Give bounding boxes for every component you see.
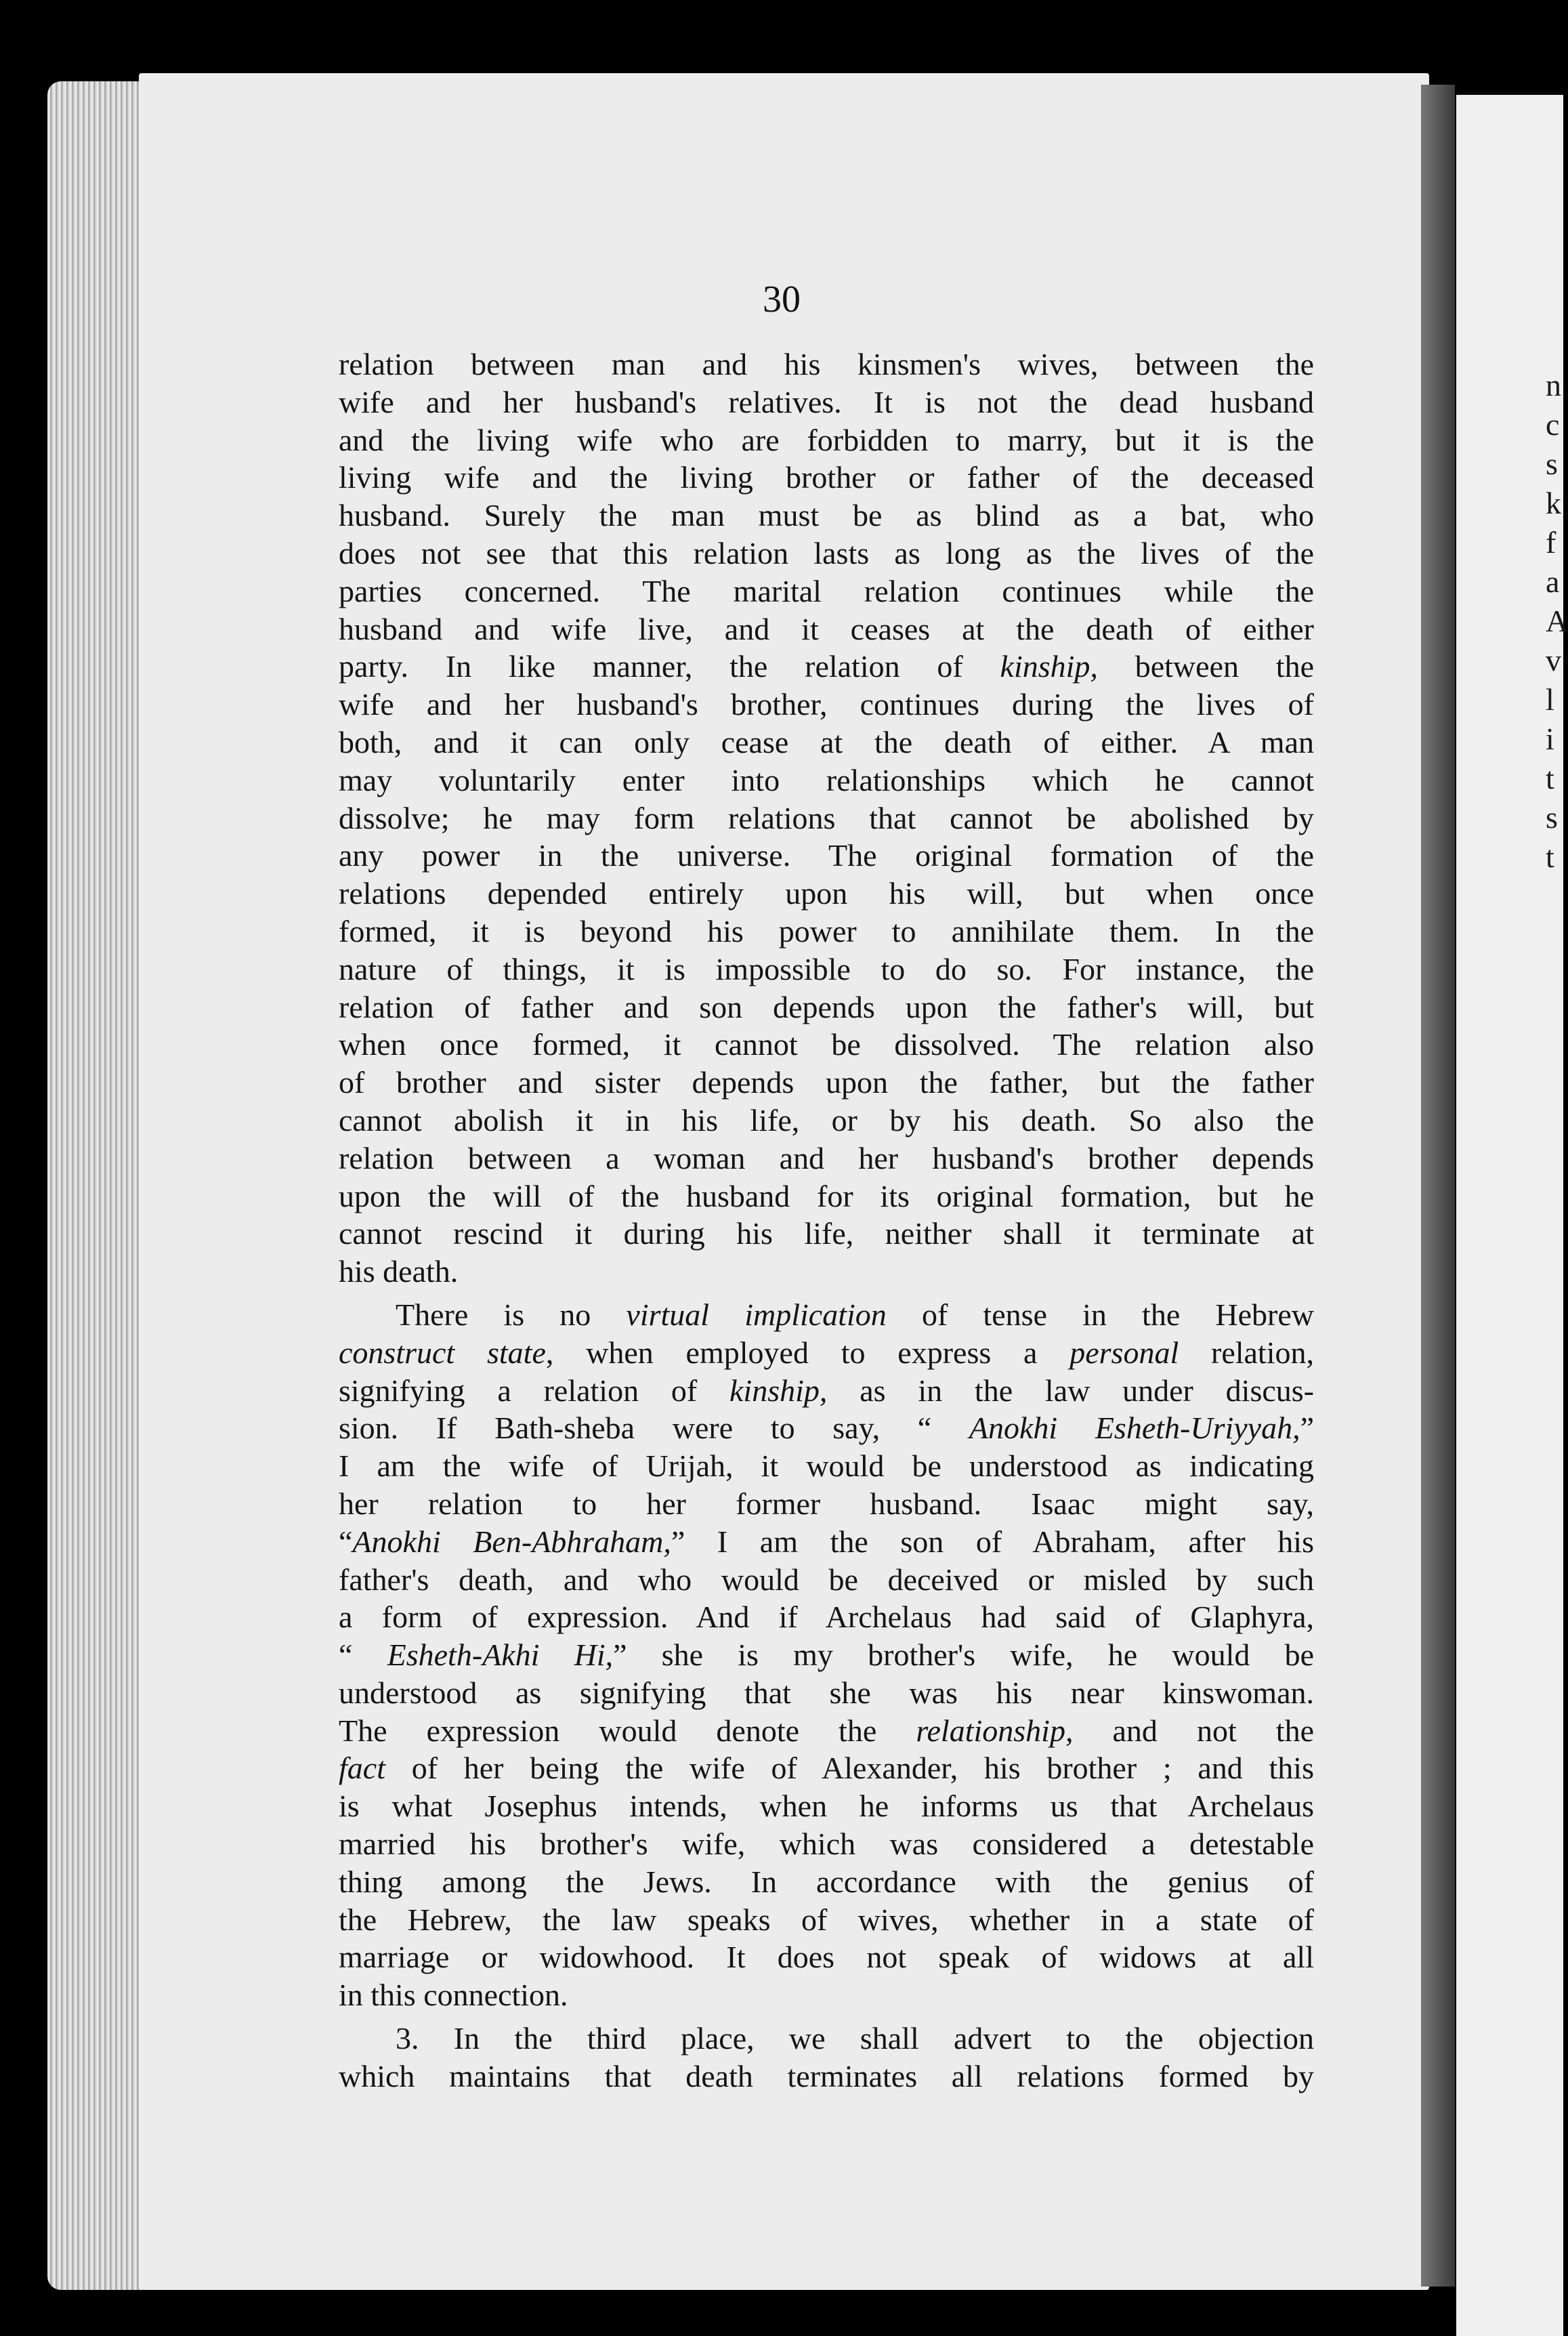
book-page-edges <box>47 81 149 2290</box>
text-line: party. In like manner, the relation of kinship, between the <box>339 649 1314 684</box>
text-line: upon the will of the husband for its original formation, but he <box>339 1178 1314 1213</box>
text-line: 3. In the third place, we shall advert to the objection <box>396 2021 1314 2056</box>
text-line: There is no virtual implication of tense in the Hebrew <box>396 1297 1314 1332</box>
text-line: does not see that this relation lasts as long as the lives of the <box>339 535 1314 570</box>
text-line: is what Josephus intends, when he informs us that Archelaus <box>339 1789 1314 1824</box>
text-line: married his brother's wife, which was considered a detestable <box>339 1827 1314 1862</box>
text-line: cannot abolish it in his life, or by his death. So also the <box>339 1102 1314 1138</box>
margin-letter: k <box>1546 486 1561 520</box>
text-line: signifying a relation of kinship, as in the law under discus- <box>339 1373 1314 1408</box>
text-line: fact of her being the wife of Alexander, his brother ; and this <box>339 1751 1314 1786</box>
text-line: the Hebrew, the law speaks of wives, whether in a state of <box>339 1902 1314 1937</box>
text-line: relation between man and his kinsmen's wives, between the <box>339 347 1314 381</box>
margin-letter: t <box>1546 761 1554 795</box>
text-line: both, and it can only cease at the death of either. A man <box>339 724 1314 759</box>
text-line: living wife and the living brother or father of the deceased <box>339 460 1314 495</box>
text-line: The expression would denote the relationship, and not the <box>339 1713 1314 1748</box>
page-body <box>339 346 1314 2095</box>
right-page-margin-letters <box>1546 366 1568 877</box>
margin-letter: i <box>1546 722 1554 756</box>
text-line: of brother and sister depends upon the father, but the father <box>339 1065 1314 1100</box>
text-line: husband. Surely the man must be as blind as a bat, who <box>339 498 1314 533</box>
text-line: sion. If Bath-sheba were to say, “ Anokhi Esheth-Uriyyah,” <box>339 1411 1314 1446</box>
gutter-shadow <box>1421 85 1455 2287</box>
text-line: “Anokhi Ben-Abhraham,” I am the son of Abraham, after his <box>339 1524 1314 1559</box>
text-line: parties concerned. The marital relation continues while the <box>339 573 1314 608</box>
paragraph-3 <box>339 2020 1314 2095</box>
text-line: a form of expression. And if Archelaus had said of Glaphyra, <box>339 1600 1314 1635</box>
margin-letter: n <box>1546 368 1561 402</box>
margin-letter: A <box>1546 604 1568 638</box>
margin-letter: a <box>1546 564 1560 599</box>
paragraph-1 <box>339 346 1314 1291</box>
text-line: husband and wife live, and it ceases at the death of either <box>339 611 1314 646</box>
text-line: her relation to her former husband. Isaac might say, <box>339 1486 1314 1521</box>
margin-letter: v <box>1546 643 1561 677</box>
text-line: “ Esheth-Akhi Hi,” she is my brother's wife, he would be <box>339 1638 1315 1673</box>
margin-letter: s <box>1546 446 1558 481</box>
text-line: relations depended entirely upon his will, but when once <box>339 876 1314 911</box>
page-number: 30 <box>763 278 801 320</box>
text-line: any power in the universe. The original formation of the <box>339 838 1314 873</box>
margin-letter: t <box>1546 839 1554 874</box>
text-line: wife and her husband's relatives. It is not the dead husband <box>339 384 1314 419</box>
text-line: which maintains that death terminates all relations formed by <box>339 2058 1314 2093</box>
margin-letter: f <box>1546 525 1556 560</box>
text-line: may voluntarily enter into relationships which he cannot <box>339 762 1314 797</box>
text-line: relation of father and son depends upon the father's will, but <box>339 989 1314 1024</box>
text-line: I am the wife of Urijah, it would be understood as indicating <box>339 1448 1314 1484</box>
text-line: construct state, when employed to express a personal relation, <box>339 1335 1314 1370</box>
text-line: cannot rescind it during his life, neither shall it terminate at <box>339 1216 1314 1251</box>
text-line: nature of things, it is impossible to do so. For instance, the <box>339 951 1314 986</box>
margin-letter: s <box>1546 800 1558 835</box>
text-line: in this connection. <box>339 1978 568 2013</box>
text-line: relation between a woman and her husband's brother depends <box>339 1140 1314 1175</box>
paragraph-2 <box>339 1296 1314 2014</box>
margin-letter: c <box>1546 407 1560 442</box>
text-line: understood as signifying that she was his near kinswoman. <box>339 1675 1314 1710</box>
text-line: thing among the Jews. In accordance with the genius of <box>339 1864 1314 1899</box>
text-line: dissolve; he may form relations that cannot be abolished by <box>339 800 1314 835</box>
text-line: his death. <box>339 1254 459 1289</box>
text-line: marriage or widowhood. It does not speak of widows at all <box>339 1940 1314 1975</box>
margin-letter: l <box>1546 682 1554 717</box>
text-line: when once formed, it cannot be dissolved. The relation also <box>339 1027 1314 1062</box>
text-line: wife and her husband's brother, continues during the lives of <box>339 687 1314 722</box>
text-line: formed, it is beyond his power to annihilate them. In the <box>339 913 1314 948</box>
text-line: and the living wife who are forbidden to marry, but it is the <box>339 422 1314 457</box>
text-line: father's death, and who would be deceived or misled by such <box>339 1562 1314 1597</box>
